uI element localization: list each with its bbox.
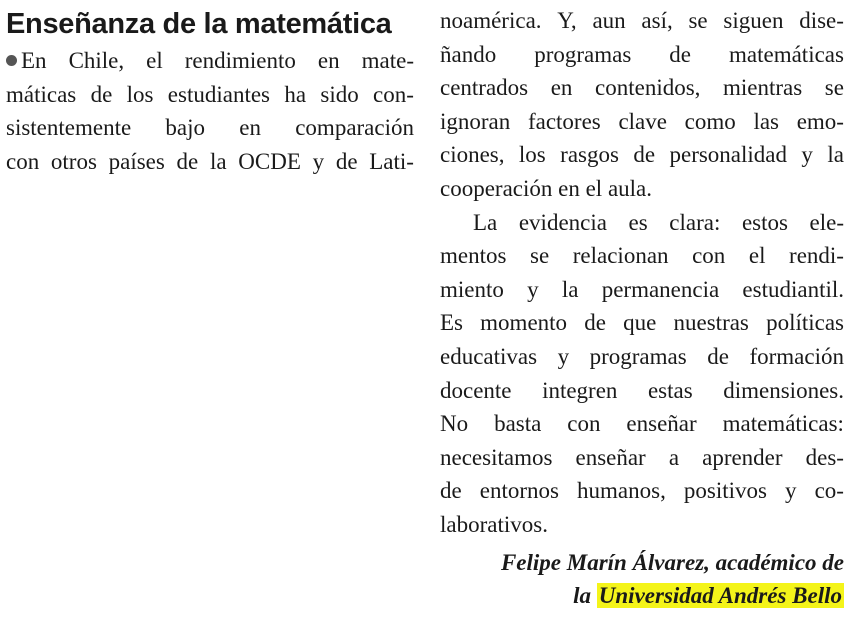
word: dimensiones. [723, 377, 844, 403]
word: el [748, 243, 766, 269]
word: con [6, 148, 40, 174]
body-line [6, 44, 414, 78]
body-text [440, 38, 844, 72]
word: así, [641, 8, 673, 33]
body-text [440, 239, 844, 273]
word: En [21, 48, 47, 73]
word: países [108, 148, 165, 174]
word: la [827, 142, 844, 168]
word: contenidos, [595, 75, 701, 101]
body-line [6, 78, 414, 112]
body-text [440, 273, 844, 307]
word: positivos [683, 478, 767, 504]
word: des- [805, 444, 844, 470]
word: aprender [702, 444, 783, 470]
body-line [440, 441, 844, 475]
body-text [440, 71, 844, 105]
word: los [126, 81, 154, 107]
word: de [633, 142, 656, 168]
word: la [561, 276, 579, 302]
word: en [317, 48, 340, 73]
word: de [707, 343, 729, 369]
bullet-icon [6, 55, 17, 66]
word: enseñar [575, 444, 646, 470]
word: ha [284, 81, 307, 107]
body-text [440, 374, 844, 408]
word: en [550, 75, 573, 101]
word: integren [542, 377, 618, 403]
body-text [440, 441, 844, 475]
body-line [440, 38, 844, 72]
word: miento [440, 276, 504, 302]
word: las [753, 108, 779, 134]
word: enseñar [626, 411, 697, 437]
signature-line-1: Felipe Marín Álvarez, académico de [500, 549, 844, 575]
word: estudiantil. [742, 276, 844, 302]
body-line [440, 340, 844, 374]
word: se [530, 243, 550, 269]
word: matemáticas: [722, 411, 844, 437]
body-line [440, 474, 844, 508]
word: rendimiento [184, 48, 296, 73]
word: siguen [723, 8, 784, 33]
signature-prefix: la [573, 582, 592, 608]
body-line [440, 172, 844, 206]
word: ele- [809, 209, 844, 235]
word: y [785, 478, 797, 504]
word: a [668, 444, 680, 470]
headline: Enseñanza de la matemática [6, 8, 392, 40]
word: humanos, [577, 478, 666, 504]
word: necesitamos [440, 444, 553, 470]
word: nuestras [673, 310, 749, 336]
body-line [440, 306, 844, 340]
body-text [6, 145, 414, 179]
word: mate- [361, 48, 414, 73]
word: los [518, 142, 546, 168]
word: la [209, 148, 227, 174]
body-text [440, 4, 844, 38]
body-text: laborativos. [440, 511, 548, 537]
word: políticas [766, 310, 844, 336]
word: y [557, 343, 570, 369]
word: que [623, 310, 657, 336]
word: y [801, 142, 813, 168]
word: formación [749, 343, 844, 369]
word: con [692, 243, 726, 269]
body-text [440, 474, 844, 508]
body-text [21, 44, 414, 78]
word: clave [618, 108, 667, 134]
left-column [6, 4, 414, 178]
body-line [440, 105, 844, 139]
body-text: cooperación en el aula. [440, 175, 652, 201]
word: rasgos [560, 142, 619, 168]
word: se [688, 8, 708, 33]
word: comparación [295, 115, 414, 141]
word: otros [50, 148, 97, 174]
word: de [584, 310, 606, 336]
body-line [440, 206, 844, 240]
word: estudiantes [167, 81, 270, 107]
body-text [440, 340, 844, 374]
word: ciones, [440, 142, 505, 168]
body-line [440, 4, 844, 38]
word: clara: [669, 209, 721, 235]
word: personalidad [669, 142, 787, 168]
word: el [146, 48, 163, 73]
body-line [6, 111, 414, 145]
word: y [527, 276, 539, 302]
body-text [440, 407, 844, 441]
word: rendi- [789, 243, 844, 269]
word: basta [494, 411, 542, 437]
body-line [440, 508, 844, 542]
word: con- [373, 81, 414, 107]
word: permanencia [601, 276, 720, 302]
word: matemáticas [729, 41, 844, 67]
word: se [824, 75, 844, 101]
word: Es [440, 310, 463, 336]
body-line [440, 71, 844, 105]
word: Y, [557, 8, 577, 33]
word: dise- [799, 8, 844, 33]
word: programas [534, 41, 632, 67]
word: de [335, 148, 358, 174]
word: de [90, 81, 113, 107]
word: aun [592, 8, 626, 33]
word: es [628, 209, 648, 235]
word: de [440, 478, 462, 504]
body-text [440, 138, 844, 172]
body-text [6, 111, 414, 145]
body-text [6, 78, 414, 112]
word: máticas [6, 81, 77, 107]
word: programas [589, 343, 687, 369]
word: ignoran [440, 108, 511, 134]
word: con [567, 411, 601, 437]
word: en [239, 115, 261, 141]
word: No [440, 411, 469, 437]
word: noamérica. [440, 8, 542, 33]
word: de [669, 41, 692, 67]
word: Chile, [68, 48, 125, 73]
word: co- [814, 478, 844, 504]
word: emo- [796, 108, 844, 134]
body-line [440, 273, 844, 307]
body-line [440, 374, 844, 408]
word: mientras [723, 75, 803, 101]
word: y [312, 148, 325, 174]
body-line [440, 407, 844, 441]
word: OCDE [238, 148, 301, 174]
word: evidencia [518, 209, 607, 235]
word: ñando [440, 41, 497, 67]
word: La [473, 209, 498, 235]
word: factores [527, 108, 601, 134]
word: relacionan [572, 243, 669, 269]
word: como [684, 108, 736, 134]
body-line [440, 138, 844, 172]
body-line [6, 145, 414, 179]
body-text [473, 206, 844, 240]
word: sistentemente [6, 115, 132, 141]
word: mentos [440, 243, 507, 269]
word: centrados [440, 75, 529, 101]
word: entornos [479, 478, 559, 504]
body-text [440, 306, 844, 340]
word: Lati- [369, 148, 414, 174]
word: bajo [165, 115, 206, 141]
word: docente [440, 377, 512, 403]
word: educativas [440, 343, 538, 369]
word: sido [320, 81, 359, 107]
word: estas [647, 377, 693, 403]
word: de [176, 148, 199, 174]
body-line [440, 239, 844, 273]
university-highlight: Universidad Andrés Bello [598, 582, 842, 608]
word: estos [741, 209, 788, 235]
signature-line-2 [440, 579, 844, 612]
right-column [440, 4, 844, 612]
body-text [440, 105, 844, 139]
word: momento [480, 310, 568, 336]
